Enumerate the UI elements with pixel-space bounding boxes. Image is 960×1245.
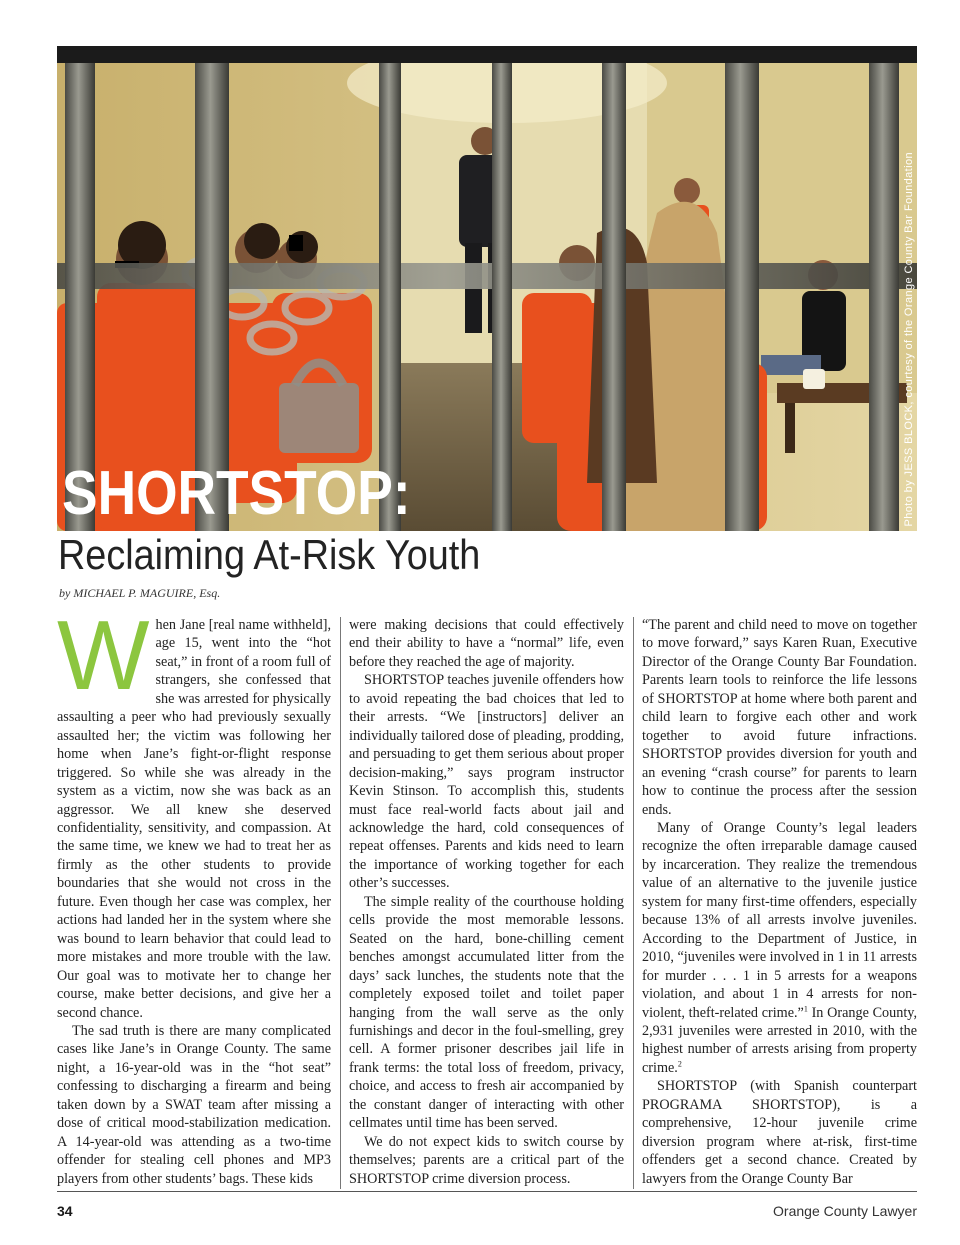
paragraph <box>57 616 331 1022</box>
top-bar <box>57 46 917 63</box>
column-1 <box>57 616 331 1190</box>
paragraph: were making decisions that could effectively end their ability to have a “normal” life, even before they reached the age of majority. <box>349 617 624 670</box>
paragraph: “The parent and child need to move on together to move forward,” says Karen Ruan, Executive Director of the Orange County Bar Foundation. Parents learn tools to reinforce the life lessons of SHORTSTOP at home where both parent and child learn to forgive each other and work together to avoid future infractions. SHORTSTOP provides diversion for youth and an evening “crash course” for parents to learn how to continue the process after the session ends. <box>642 617 917 818</box>
paragraph-text: Many of Orange County’s legal leaders recognize the often irreparable damage caused by incarceration. They realize the tremendous value of an alternative to the juvenile justice system for many first-time offenders, especially because 13% of all arrests involve juveniles. According to the Department of Justice, in 2010, “juveniles were involved in 1 in 11 arrests for murder . . . 1 in 5 arrests for a weapons violation, and about 1 in 4 arrests for non-violent, theft-related crime.” <box>642 819 917 1021</box>
paragraph: SHORTSTOP (with Spanish counterpart PROGRAMA SHORTSTOP), is a comprehensive, 12-hour juvenile crime diversion program where at-risk, first-time offenders get a second chance. Created by lawyers from the Orange County Bar <box>642 1078 917 1187</box>
article-title: SHORTSTOP: <box>62 459 411 528</box>
drop-cap: W <box>57 616 150 710</box>
paragraph: The sad truth is there are many complicated cases like Jane’s in Orange County. The same night, a 16-year-old was in the “hot seat” confessing to discharging a firearm and being taken down by a SWAT team after missing a dose of critical mood-stabilization medication. A 14-year-old was attending as a two-time offender for stealing cell phones and MP3 players from other students’ bags. These kids <box>57 1022 331 1187</box>
paragraph-text: hen Jane [real name withheld], age 15, went into the “hot seat,” in front of a room full of strangers, she confessed that she was arrested for physically assaulting a peer who had previously sexually assaulted her; the victim was following her home when Jane’s fight-or-flight response triggered. So while she was already in the system as a victim, now she was back as an aggressor. We all knew she deserved confidentiality, sensitivity, and compassion. At the same time, we knew we had to treat her as firmly as the other students to provide boundaries that she would not cross in the future. Even though her case was complex, her actions had landed her in the system where she was bound to learn behavior that could lead to more mistakes and more trouble with the law. Our goal was to motivate her to change her course, make better decisions, and give her a second chance. <box>57 617 331 1021</box>
paragraph: We do not expect kids to switch course by themselves; parents are a critical part of the SHORTSTOP crime diversion process. <box>349 1133 624 1187</box>
footnote-ref[interactable]: 2 <box>677 1059 682 1069</box>
column-divider <box>633 617 634 1189</box>
column-2 <box>349 616 624 1190</box>
paragraph: SHORTSTOP teaches juvenile offenders how to avoid repeating the bad choices that led to their arrests. “We [instructors] deliver an individually tailored dose of pleading, prodding, and persuading to get them serious about proper decision-making,” says program instructor Kevin Stinson. To accomplish this, students must face real-world facts about jail and acknowledge the hard, cold consequences of repeat offenses. Parents and kids need to learn the importance of working together for each other’s successes. <box>349 672 624 892</box>
byline: by MICHAEL P. MAGUIRE, Esq. <box>59 586 221 600</box>
footer-rule <box>57 1191 917 1192</box>
column-divider <box>340 617 341 1189</box>
photo-credit: Photo by JESS BLOCK, courtesy of the Orange County Bar Foundation <box>903 152 915 527</box>
article-subtitle: Reclaiming At-Risk Youth <box>58 531 481 578</box>
column-3 <box>642 616 917 1190</box>
paragraph <box>642 819 917 1077</box>
publication-name: Orange County Lawyer <box>773 1203 917 1219</box>
footnote-ref[interactable]: 1 <box>803 1003 808 1013</box>
page-number: 34 <box>57 1203 73 1219</box>
paragraph-text: In Orange County, 2,931 juveniles were arrested in 2010, with the highest number of arrests arising from property crime. <box>642 1004 917 1076</box>
paragraph: The simple reality of the courthouse holding cells provide the most memorable lessons. Seated on the hard, bone-chilling cement benches amongst accumulated litter from the days’ sack lunches, the students note that the completely exposed toilet and toilet paper hanging from the wall serve as the only furnishings and decor in the foul-smelling, grey cell. A former prisoner describes jail life in frank terms: the total loss of freedom, privacy, choice, and access to fresh air accompanied by the constant danger of interacting with other cellmates until time has been served. <box>349 893 624 1132</box>
